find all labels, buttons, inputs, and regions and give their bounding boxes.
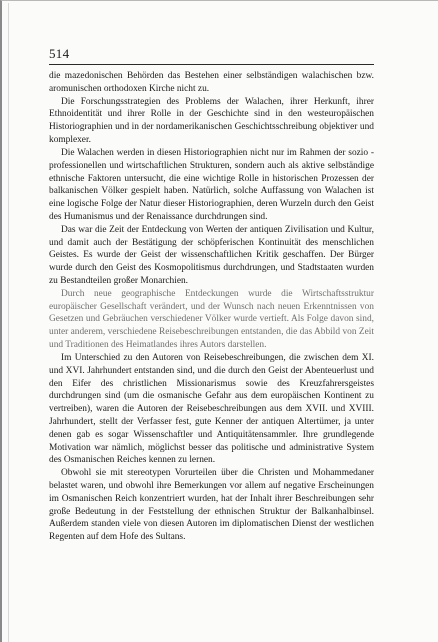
- page-number: 514: [49, 46, 70, 61]
- paragraph: Im Unterschied zu den Autoren von Reisebeschreibungen, die zwischen dem XI. und XVI. Jahrhundert entstanden sind, und die durch den Geist der Abenteuerlust und den Eifer des christlichen Missionarismus sowie des Kreuzfahrersgeistes durchdrungen sind (um die osmanische Gefahr aus dem europäischen Kontinent zu vertreiben), waren die Autoren der Reisebeschreibungen aus dem XVII. und XVIII. Jahrhundert, stellt der Verfasser fest, gute Kenner der antiquen Altertümer, ja unter denen gab es sogar Wissenschaftler und Antiquitätensammler. Ihre grundlegende Motivation war nämlich, möglichst besser das politische und administrative System des Osmanischen Reiches kennen zu lernen.: [49, 352, 374, 466]
- paragraph: Die Walachen werden in diesen Historiographien nicht nur im Rahmen der sozio - professionellen und wirtschaftlichen Strukturen, sondern auch als aktive selbständige ethnische Faktoren untersucht, die eine wichtige Rolle in historischen Prozessen der balkanischen Völker gespielt haben. Natürlich, solche Auffassung von Walachen ist eine logische Folge der Natur dieser Historiographien, deren Wurzeln durch den Geist des Humanismus und der Renaissance durchdrungen sind.: [49, 147, 374, 222]
- paragraph: Obwohl sie mit stereotypen Vorurteilen über die Christen und Mohammedaner belastet waren, und obwohl ihre Bemerkungen vor allem auf negative Erscheinungen im Osmanischen Reich konzentriert wurden, hat der Inhalt ihrer Beschreibungen sehr große Bedeutung in der Feststellung der ethnischen Struktur der Balkanhalbinsel. Außerdem standen viele von diesen Autoren im diplomatischen Dienst der westlichen Regenten auf dem Hofe des Sultans.: [49, 468, 374, 543]
- paragraph: Durch neue geographische Entdeckungen wurde die Wirtschaftsstruktur europäischer Gesellschaft verändert, und der Wunsch nach neuen Erkenntnissen von Gesetzen und Gebräuchen verschiedener Völker wurde vertieft. Als Folge davon sind, unter anderem, verschiedene Reisebeschreibungen entstanden, die das Abbild von Zeit und Traditionen des Heimatlandes ihres Autors darstellen.: [49, 288, 374, 351]
- paragraph: Das war die Zeit der Entdeckung von Werten der antiquen Zivilisation und Kultur, und damit auch der Bestätigung der schöpferischen Kontinuität des menschlichen Geistes. Es wurde der Geist der wissenschaftlichen Kritik geschaffen. Der Bürger wurde durch den Geist des Kosmopolitismus durchdrungen, und Stadtstaaten wurden zu Bestandteilen großer Monarchien.: [49, 224, 374, 286]
- paragraph: die mazedonischen Behörden das Bestehen einer selbständigen walachischen bzw. aromunischen orthodoxen Kirche nicht zu.: [49, 71, 374, 94]
- body-text: [49, 70, 374, 544]
- paragraph: Die Forschungsstrategien des Problems der Walachen, ihrer Herkunft, ihrer Ethnoidentität und ihrer Rolle in der Geschichte sind in den westeuropäischen Historiographien und in der nordamerikanischen Geschichtsschreibung objektiver und komplexer.: [49, 96, 374, 146]
- header-rule: [49, 64, 374, 65]
